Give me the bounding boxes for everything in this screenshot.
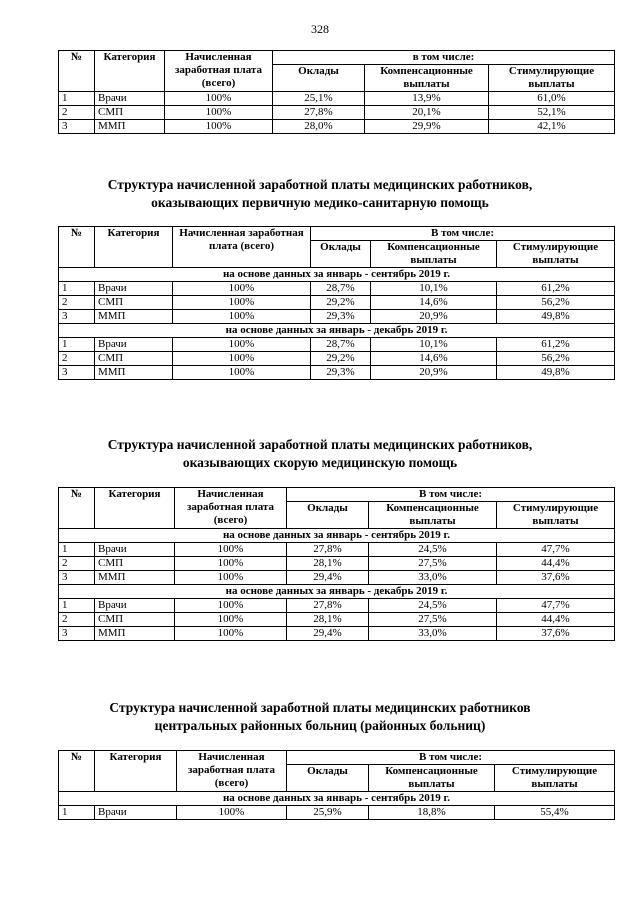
row-total: 100% — [175, 627, 287, 641]
row-total: 100% — [165, 106, 273, 120]
row-salary: 28,7% — [311, 282, 371, 296]
row-salary: 29,3% — [311, 310, 371, 324]
row-number: 1 — [59, 338, 95, 352]
col-category-header: Категория — [95, 751, 177, 792]
period-subheader: на основе данных за январь - сентябрь 2019 г. — [59, 792, 615, 806]
row-total: 100% — [175, 571, 287, 585]
col-category-header: Категория — [95, 227, 173, 268]
col-accrued-header: Начисленная заработная плата (всего) — [165, 51, 273, 92]
row-stim: 49,8% — [497, 366, 615, 380]
row-total: 100% — [177, 806, 287, 820]
row-comp: 20,9% — [371, 310, 497, 324]
row-comp: 24,5% — [369, 599, 497, 613]
table-row — [59, 599, 615, 613]
col-comp-header: Компенсационные выплаты — [371, 241, 497, 268]
row-salary: 28,0% — [273, 120, 365, 134]
row-category: Врачи — [95, 543, 175, 557]
row-category: Врачи — [95, 599, 175, 613]
col-stim-header: Стимулирующие выплаты — [497, 502, 615, 529]
row-stim: 49,8% — [497, 310, 615, 324]
row-salary: 29,3% — [311, 366, 371, 380]
row-stim: 61,0% — [489, 92, 615, 106]
table-row — [59, 557, 615, 571]
row-category: СМП — [95, 557, 175, 571]
col-accrued-header: Начисленная заработная плата (всего) — [173, 227, 311, 268]
row-total: 100% — [173, 310, 311, 324]
row-comp: 18,8% — [369, 806, 495, 820]
row-category: Врачи — [95, 282, 173, 296]
table-row — [59, 310, 615, 324]
table-row — [59, 352, 615, 366]
row-stim: 37,6% — [497, 627, 615, 641]
row-number: 3 — [59, 366, 95, 380]
row-category: ММП — [95, 120, 165, 134]
col-incl-header: В том числе: — [287, 751, 615, 765]
row-stim: 56,2% — [497, 352, 615, 366]
row-stim: 37,6% — [497, 571, 615, 585]
col-category-header: Категория — [95, 488, 175, 529]
col-stim-header: Стимулирующие выплаты — [489, 65, 615, 92]
col-num-header: № — [59, 227, 95, 268]
col-accrued-header: Начисленная заработная плата (всего) — [177, 751, 287, 792]
row-number: 2 — [59, 613, 95, 627]
col-comp-header: Компенсационные выплаты — [369, 765, 495, 792]
period-subheader: на основе данных за январь - сентябрь 2019 г. — [59, 529, 615, 543]
row-comp: 14,6% — [371, 296, 497, 310]
period-subheader: на основе данных за январь - декабрь 2019 г. — [59, 324, 615, 338]
row-category: СМП — [95, 106, 165, 120]
row-category: Врачи — [95, 806, 177, 820]
table-row — [59, 120, 615, 134]
row-total: 100% — [173, 352, 311, 366]
section-3-title — [0, 436, 640, 472]
table-row — [59, 571, 615, 585]
row-stim: 55,4% — [495, 806, 615, 820]
table-row — [59, 92, 615, 106]
table-row — [59, 106, 615, 120]
col-salary-header: Оклады — [311, 241, 371, 268]
col-comp-header: Компенсационные выплаты — [365, 65, 489, 92]
row-category: СМП — [95, 613, 175, 627]
row-number: 2 — [59, 352, 95, 366]
row-total: 100% — [173, 338, 311, 352]
col-salary-header: Оклады — [273, 65, 365, 92]
row-comp: 10,1% — [371, 338, 497, 352]
row-salary: 27,8% — [273, 106, 365, 120]
table-row — [59, 613, 615, 627]
row-stim: 52,1% — [489, 106, 615, 120]
row-comp: 10,1% — [371, 282, 497, 296]
row-total: 100% — [175, 613, 287, 627]
row-number: 1 — [59, 543, 95, 557]
row-number: 2 — [59, 106, 95, 120]
table-row — [59, 806, 615, 820]
salary-table-2 — [58, 226, 615, 380]
row-salary: 28,1% — [287, 613, 369, 627]
period-subheader: на основе данных за январь - сентябрь 2019 г. — [59, 268, 615, 282]
row-number: 2 — [59, 296, 95, 310]
section-4-title — [0, 699, 640, 735]
col-salary-header: Оклады — [287, 765, 369, 792]
row-comp: 14,6% — [371, 352, 497, 366]
table-row — [59, 366, 615, 380]
row-stim: 61,2% — [497, 282, 615, 296]
row-comp: 27,5% — [369, 613, 497, 627]
row-comp: 24,5% — [369, 543, 497, 557]
row-salary: 25,9% — [287, 806, 369, 820]
table-row — [59, 627, 615, 641]
col-incl-header: В том числе: — [287, 488, 615, 502]
section-4-title-line1: Структура начисленной заработной платы медицинских работников — [109, 700, 531, 715]
row-stim: 47,7% — [497, 543, 615, 557]
row-stim: 61,2% — [497, 338, 615, 352]
row-total: 100% — [175, 543, 287, 557]
row-comp: 20,9% — [371, 366, 497, 380]
row-stim: 44,4% — [497, 613, 615, 627]
row-category: СМП — [95, 296, 173, 310]
row-comp: 29,9% — [365, 120, 489, 134]
row-number: 1 — [59, 599, 95, 613]
salary-table-3 — [58, 487, 615, 641]
table-row — [59, 338, 615, 352]
row-stim: 44,4% — [497, 557, 615, 571]
period-subheader: на основе данных за январь - декабрь 2019 г. — [59, 585, 615, 599]
row-comp: 27,5% — [369, 557, 497, 571]
row-salary: 29,2% — [311, 352, 371, 366]
section-2-title-line1: Структура начисленной заработной платы медицинских работников, — [107, 177, 533, 192]
col-num-header: № — [59, 488, 95, 529]
row-category: ММП — [95, 627, 175, 641]
section-3-title-line2: оказывающих скорую медицинскую помощь — [182, 455, 458, 470]
col-incl-header: в том числе: — [273, 51, 615, 65]
table-row — [59, 296, 615, 310]
row-category: Врачи — [95, 92, 165, 106]
row-total: 100% — [173, 282, 311, 296]
row-total: 100% — [173, 296, 311, 310]
row-salary: 28,7% — [311, 338, 371, 352]
row-stim: 47,7% — [497, 599, 615, 613]
row-salary: 28,1% — [287, 557, 369, 571]
col-num-header: № — [59, 751, 95, 792]
row-total: 100% — [173, 366, 311, 380]
section-2-title-line2: оказывающих первичную медико-санитарную помощь — [151, 195, 489, 210]
row-salary: 29,4% — [287, 571, 369, 585]
col-comp-header: Компенсационные выплаты — [369, 502, 497, 529]
row-number: 1 — [59, 806, 95, 820]
col-num-header: № — [59, 51, 95, 92]
row-number: 2 — [59, 557, 95, 571]
salary-table-1 — [58, 50, 615, 134]
row-comp: 33,0% — [369, 571, 497, 585]
row-total: 100% — [175, 557, 287, 571]
section-3-title-line1: Структура начисленной заработной платы медицинских работников, — [107, 437, 533, 452]
table-row — [59, 543, 615, 557]
section-4-title-line2: центральных районных больниц (районных больниц) — [154, 718, 486, 733]
row-salary: 29,4% — [287, 627, 369, 641]
row-comp: 13,9% — [365, 92, 489, 106]
row-number: 1 — [59, 282, 95, 296]
section-2-title — [0, 176, 640, 212]
row-salary: 25,1% — [273, 92, 365, 106]
col-incl-header: В том числе: — [311, 227, 615, 241]
col-category-header: Категория — [95, 51, 165, 92]
row-category: СМП — [95, 352, 173, 366]
row-number: 3 — [59, 571, 95, 585]
col-salary-header: Оклады — [287, 502, 369, 529]
row-category: ММП — [95, 366, 173, 380]
row-category: Врачи — [95, 338, 173, 352]
table-row — [59, 282, 615, 296]
row-stim: 56,2% — [497, 296, 615, 310]
row-stim: 42,1% — [489, 120, 615, 134]
row-number: 1 — [59, 92, 95, 106]
row-salary: 27,8% — [287, 599, 369, 613]
col-stim-header: Стимулирующие выплаты — [495, 765, 615, 792]
page-number: 328 — [311, 22, 329, 36]
row-comp: 20,1% — [365, 106, 489, 120]
row-salary: 29,2% — [311, 296, 371, 310]
row-number: 3 — [59, 310, 95, 324]
row-comp: 33,0% — [369, 627, 497, 641]
salary-table-4 — [58, 750, 615, 820]
row-salary: 27,8% — [287, 543, 369, 557]
row-category: ММП — [95, 571, 175, 585]
row-total: 100% — [175, 599, 287, 613]
row-category: ММП — [95, 310, 173, 324]
row-number: 3 — [59, 627, 95, 641]
row-total: 100% — [165, 120, 273, 134]
col-accrued-header: Начисленная заработная плата (всего) — [175, 488, 287, 529]
col-stim-header: Стимулирующие выплаты — [497, 241, 615, 268]
row-number: 3 — [59, 120, 95, 134]
row-total: 100% — [165, 92, 273, 106]
